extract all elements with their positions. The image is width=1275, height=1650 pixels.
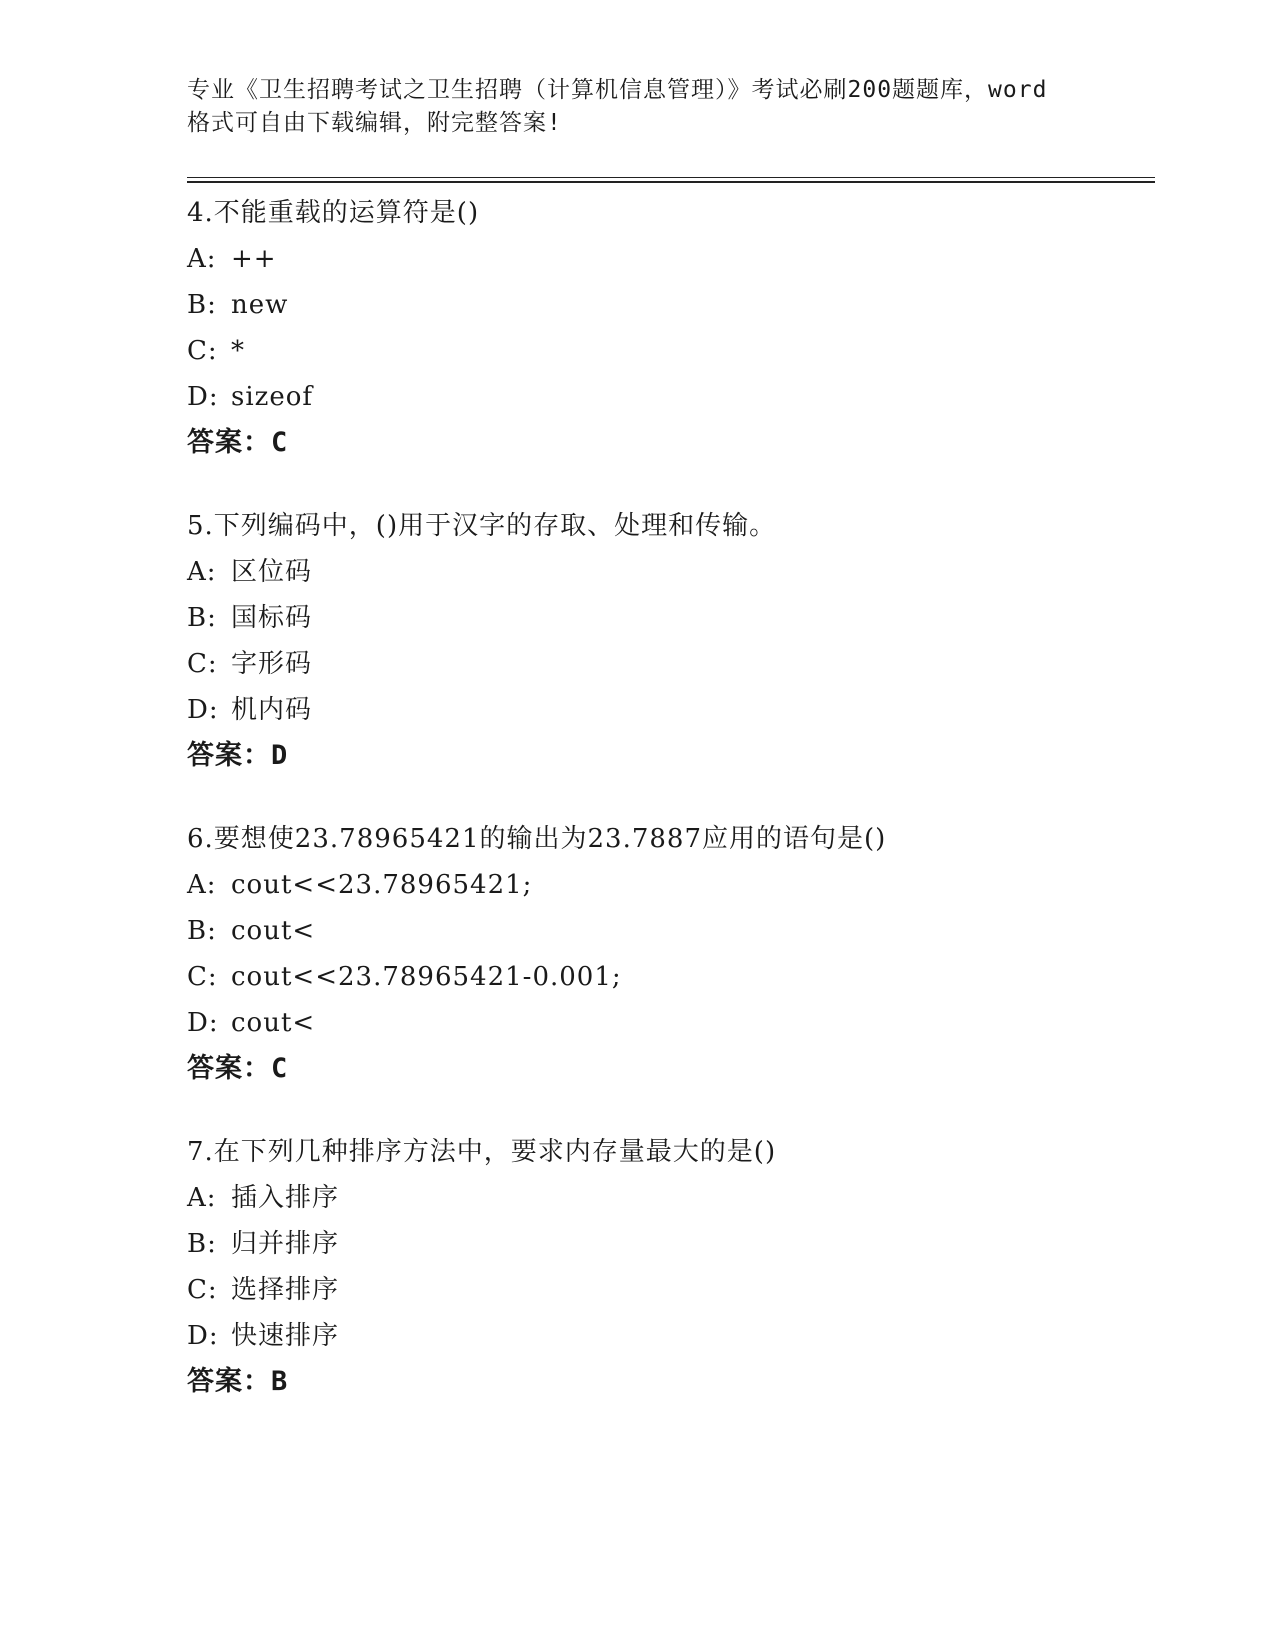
- option-letter: D:: [187, 695, 219, 725]
- question-stem: 4.不能重载的运算符是(): [187, 198, 480, 228]
- option-a: [187, 862, 1147, 908]
- answer-line: 答案：B: [187, 1366, 289, 1397]
- option-text: cout<<23.78965421;: [231, 870, 533, 900]
- option-letter: C:: [187, 1275, 218, 1305]
- option-letter: B:: [187, 1229, 217, 1259]
- option-text: 归并排序: [231, 1229, 340, 1259]
- option-text: 区位码: [231, 557, 313, 587]
- option-text: 插入排序: [231, 1183, 340, 1213]
- answer-line: 答案：D: [187, 740, 289, 771]
- option-b: [187, 595, 1147, 641]
- option-text: 选择排序: [231, 1275, 340, 1305]
- option-b: [187, 908, 1147, 954]
- option-letter: A:: [187, 870, 217, 900]
- header-divider-thin: [187, 177, 1155, 178]
- option-b: [187, 282, 1147, 328]
- answer-line: 答案：C: [187, 1053, 289, 1084]
- option-letter: C:: [187, 336, 218, 366]
- option-letter: D:: [187, 382, 219, 412]
- question-stem: 7.在下列几种排序方法中，要求内存量最大的是(): [187, 1137, 777, 1167]
- option-a: [187, 549, 1147, 595]
- option-a: [187, 1175, 1147, 1221]
- option-text: cout<: [231, 1008, 316, 1038]
- option-letter: C:: [187, 962, 218, 992]
- option-d: [187, 1000, 1147, 1046]
- answer-line: 答案：C: [187, 427, 289, 458]
- question-list: [187, 190, 1147, 1442]
- option-letter: A:: [187, 244, 217, 274]
- option-a: [187, 236, 1147, 282]
- option-letter: D:: [187, 1321, 219, 1351]
- option-c: [187, 954, 1147, 1000]
- question-5: [187, 503, 1147, 778]
- option-d: [187, 687, 1147, 733]
- option-d: [187, 1313, 1147, 1359]
- header-line-2: 格式可自由下载编辑，附完整答案!: [187, 110, 562, 136]
- question-stem: 5.下列编码中，()用于汉字的存取、处理和传输。: [187, 511, 777, 541]
- option-letter: B:: [187, 603, 217, 633]
- option-letter: B:: [187, 290, 217, 320]
- question-stem: 6.要想使23.78965421的输出为23.7887应用的语句是(): [187, 824, 887, 854]
- option-text: 快速排序: [231, 1321, 340, 1351]
- question-4: [187, 190, 1147, 465]
- option-text: 国标码: [231, 603, 313, 633]
- option-text: 机内码: [231, 695, 313, 725]
- option-letter: C:: [187, 649, 218, 679]
- option-b: [187, 1221, 1147, 1267]
- question-7: [187, 1129, 1147, 1404]
- option-letter: A:: [187, 557, 217, 587]
- option-c: [187, 641, 1147, 687]
- option-text: sizeof: [231, 382, 314, 412]
- option-c: [187, 328, 1147, 374]
- option-letter: A:: [187, 1183, 217, 1213]
- option-text: ++: [231, 244, 277, 274]
- option-d: [187, 374, 1147, 420]
- option-text: cout<<23.78965421-0.001;: [231, 962, 622, 992]
- option-c: [187, 1267, 1147, 1313]
- option-text: 字形码: [231, 649, 313, 679]
- option-letter: D:: [187, 1008, 219, 1038]
- option-text: cout<: [231, 916, 316, 946]
- option-letter: B:: [187, 916, 217, 946]
- option-text: *: [231, 336, 245, 366]
- document-header: [187, 74, 1087, 140]
- option-text: new: [231, 290, 289, 320]
- header-line-1: 专业《卫生招聘考试之卫生招聘（计算机信息管理）》考试必刷200题题库，word: [187, 77, 1048, 103]
- question-6: [187, 816, 1147, 1091]
- header-divider-thick: [187, 181, 1155, 183]
